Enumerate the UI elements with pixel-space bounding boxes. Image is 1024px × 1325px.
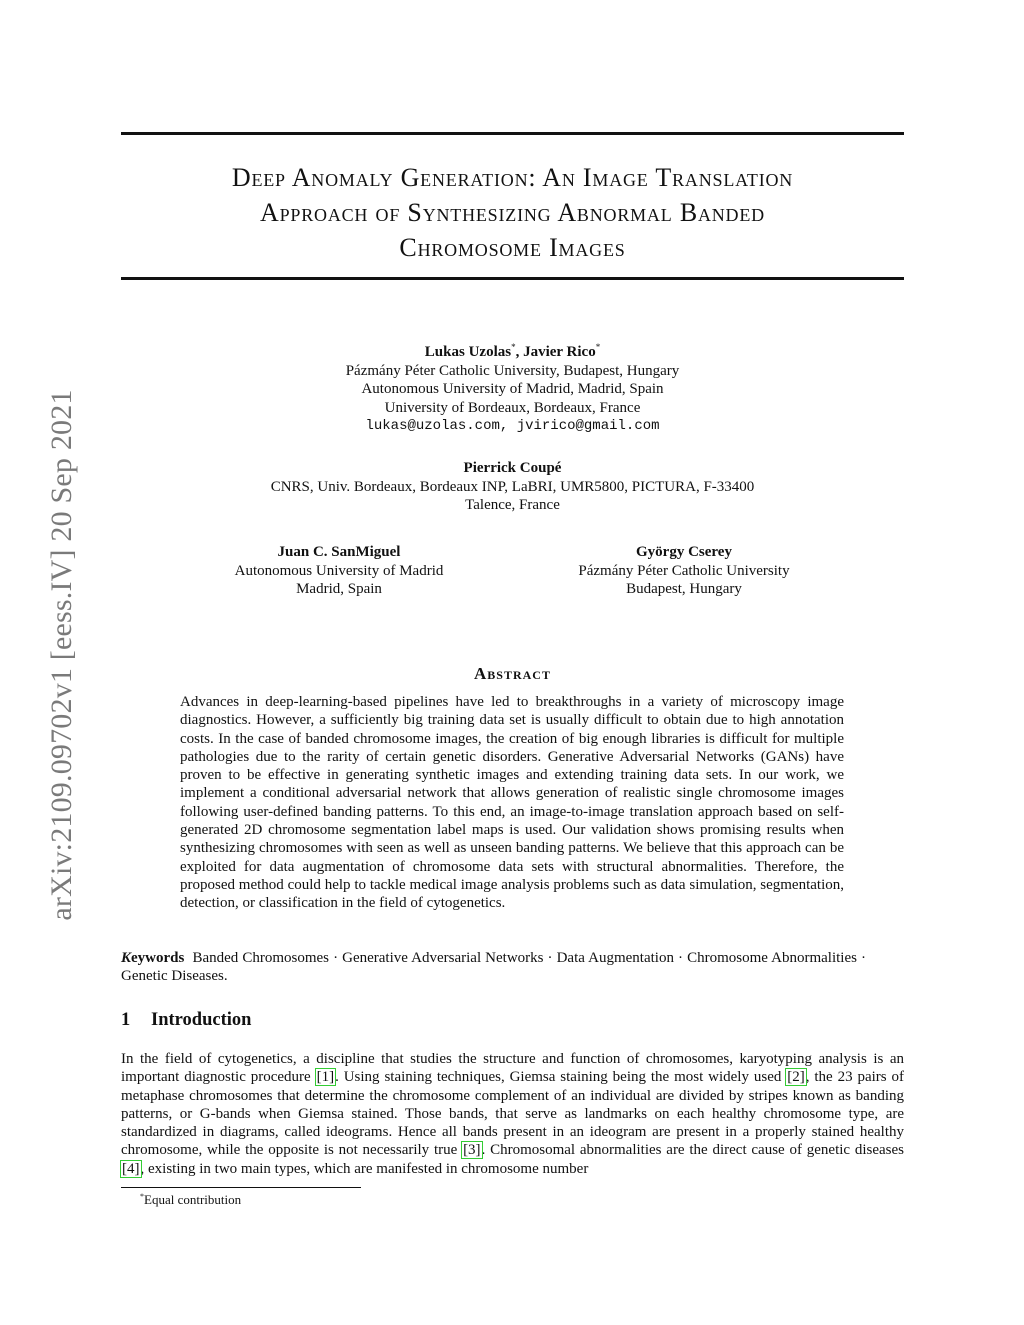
affiliation: CNRS, Univ. Bordeaux, Bordeaux INP, LaBRI, UMR5800, PICTURA, F-33400 [270,478,755,495]
affiliation: University of Bordeaux, Bordeaux, France [384,399,641,416]
affiliation: Autonomous University of Madrid, Madrid, Spain [361,381,664,397]
author-name-cserey: György Cserey [636,544,732,560]
keywords-label-k: K [121,950,132,966]
footnote [140,1192,241,1208]
citation-link[interactable]: [2] [787,1069,805,1086]
intro-text: , the 23 pairs of metaphase chromosomes that determine the chromosome complement of an individual are divided by stripes known as banding patterns, or G-bands when Giemsa stained. Those bands, that serve as landmarks on each healthy chromosome type, are standardized in diagrams, called ideograms. Hence all bands present in an ideogram are present in a properly stained healthy chromosome, while the opposite is not necessarily true [121,1069,904,1159]
affiliation: Pázmány Péter Catholic University [578,562,790,579]
keywords-label-rest: eywords [131,950,185,966]
intro-text: . Chromosomal abnormalities are the direct cause of genetic diseases [481,1142,904,1159]
title-line: Chromosome Images [399,233,626,262]
footnote-rule [121,1187,361,1188]
author-block-uzolas-rico [121,338,904,436]
affiliation: Budapest, Hungary [626,581,742,597]
affiliation: Autonomous University of Madrid [234,562,444,579]
paper-title [121,160,904,265]
abstract-heading: Abstract [474,664,551,683]
title-bottom-rule [121,277,904,280]
title-line: Deep Anomaly Generation: An Image Translation [231,163,794,192]
author-block-coupe [121,459,904,515]
footnote-text: Equal contribution [144,1192,242,1207]
keywords-text: Banded Chromosomes · Generative Adversarial Networks · Data Augmentation · Chromosome Abnormalities · Genetic Diseases. [121,950,867,985]
affiliation: Madrid, Spain [296,581,382,597]
section-title: Introduction [151,1010,252,1030]
affiliation: Pázmány Péter Catholic University, Budapest, Hungary [345,362,680,379]
author-names: Lukas Uzolas*, Javier Rico* [424,342,601,360]
footnote-mark: * [140,1192,144,1201]
affiliation: Talence, France [465,497,560,513]
equal-contribution-mark: * [511,342,516,352]
arxiv-identifier-stamp: arXiv:2109.09702v1 [eess.IV] 20 Sep 2021 [45,389,78,921]
title-line: Approach of Synthesizing Abnormal Banded [260,198,765,227]
author-name-coupe: Pierrick Coupé [463,460,562,476]
equal-contribution-mark: * [595,342,601,352]
author-emails[interactable]: lukas@uzolas.com, jvirico@gmail.com [365,418,660,434]
intro-text: In the field of cytogenetics, a discipline that studies the structure and function of chromosomes, karyotyping analysis is an important diagnostic procedure [121,1051,904,1086]
author-block-sanmiguel [189,543,489,599]
keywords-label [121,950,184,966]
author-block-cserey [534,543,834,599]
author-name-sanmiguel: Juan C. SanMiguel [277,544,401,560]
intro-text: , existing in two main types, which are manifested in chromosome number [140,1160,589,1177]
keywords [121,949,866,986]
abstract-text: Advances in deep-learning-based pipelines have led to breakthroughs in a variety of microscopy image diagnostics. However, a sufficiently big training data set is usually difficult to obtain due to high annotation costs. In the case of banded chromosome images, the creation of big enough libraries is difficult for multiple pathologies due to the rarity of certain genetic disorders. Generative Adversarial Networks (GANs) have proven to be effective in generating synthetic images and extending training data sets. In our work, we implement a conditional adversarial network that allows generation of realistic single chromosome images following user-defined banding patterns. To this end, an image-to-image translation approach based on self-generated 2D chromosome segmentation label maps is used. Our validation shows promising results when synthesizing chromosomes with seen as well as unseen banding patterns. We believe that this approach can be exploited for data augmentation of chromosome data sets with structural abnormalities. Therefore, the proposed method could help to tackle medical image analysis problems such as data simulation, segmentation, detection, or classification in the field of cytogenetics. [180,694,844,912]
author-name-rico: Javier Rico [523,344,596,360]
section-number: 1 [121,1010,131,1030]
introduction-paragraph [121,1050,904,1178]
citation-link[interactable]: [4] [122,1160,140,1177]
citation-link[interactable]: [1] [316,1069,335,1086]
section-heading-introduction [121,1010,251,1031]
intro-text: . Using staining techniques, Giemsa staining being the most widely used [335,1069,787,1086]
author-name-uzolas: Lukas Uzolas [424,344,512,360]
citation-link[interactable]: [3] [463,1142,481,1159]
title-top-rule [121,132,904,135]
